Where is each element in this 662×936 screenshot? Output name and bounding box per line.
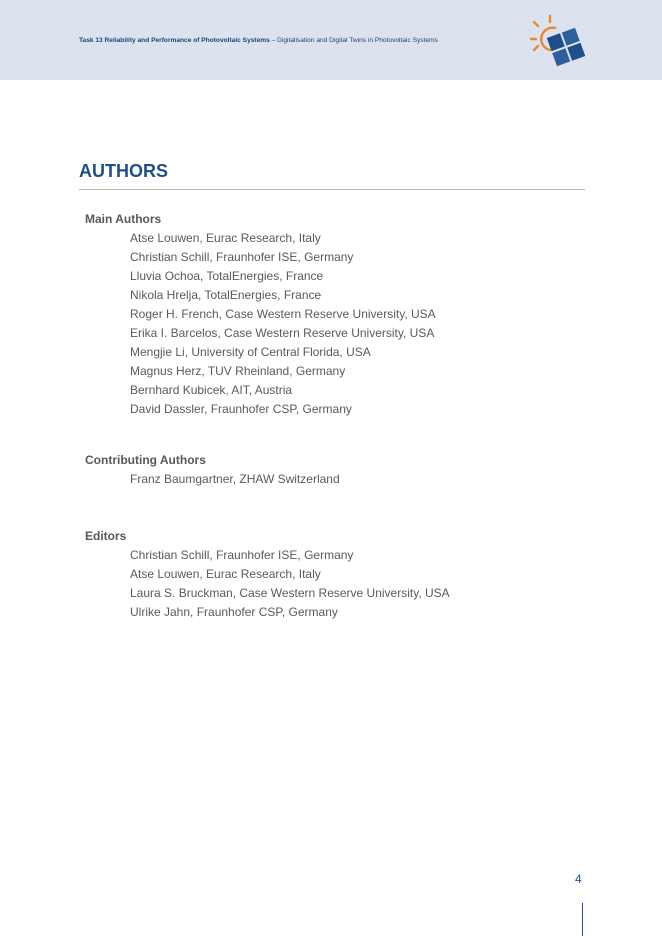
contributing-author-entry: Franz Baumgartner, ZHAW Switzerland [130, 472, 340, 486]
header-task-title [79, 37, 438, 44]
page-header [0, 0, 662, 80]
page-number: 4 [575, 872, 582, 886]
editor-entry: Ulrike Jahn, Fraunhofer CSP, Germany [130, 605, 338, 619]
editor-entry: Atse Louwen, Eurac Research, Italy [130, 567, 321, 581]
contributing-authors-heading: Contributing Authors [85, 453, 206, 467]
contributing-authors-section [85, 451, 340, 489]
header-task-subtitle: – Digitalisation and Digital Twins in Photovoltaic Systems [269, 37, 438, 44]
author-entry: Mengjie Li, University of Central Florida, USA [130, 345, 371, 359]
author-entry: Lluvia Ochoa, TotalEnergies, France [130, 269, 324, 283]
author-entry: Christian Schill, Fraunhofer ISE, Germany [130, 250, 354, 264]
author-entry: Nikola Hrelja, TotalEnergies, France [130, 288, 322, 302]
author-entry: David Dassler, Fraunhofer CSP, Germany [130, 402, 352, 416]
editor-entry: Laura S. Bruckman, Case Western Reserve University, USA [130, 586, 450, 600]
editors-heading: Editors [85, 529, 127, 543]
page-title: AUTHORS [79, 161, 168, 181]
page-corner-line [582, 903, 583, 936]
editor-entry: Christian Schill, Fraunhofer ISE, Germany [130, 548, 354, 562]
author-entry: Bernhard Kubicek, AIT, Austria [130, 383, 293, 397]
main-authors-section [85, 210, 436, 419]
author-entry: Roger H. French, Case Western Reserve University, USA [130, 307, 436, 321]
author-entry: Atse Louwen, Eurac Research, Italy [130, 231, 321, 245]
author-entry: Magnus Herz, TUV Rheinland, Germany [130, 364, 346, 378]
sun-and-pv-panel-icon [526, 14, 586, 68]
author-entry: Erika I. Barcelos, Case Western Reserve University, USA [130, 326, 435, 340]
main-authors-heading: Main Authors [85, 212, 162, 226]
editors-section [85, 527, 450, 622]
title-divider [79, 189, 585, 190]
header-task-bold: Task 13 Reliability and Performance of Photovoltaic Systems [79, 37, 270, 44]
